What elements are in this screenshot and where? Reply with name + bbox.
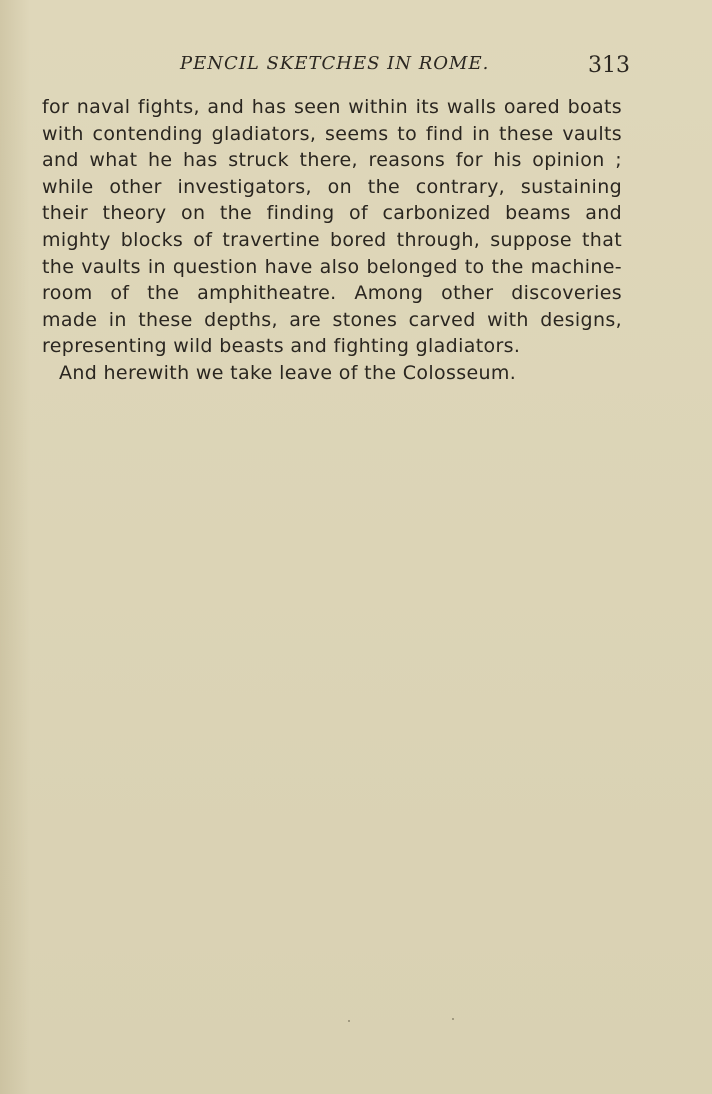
- text-line: while other investigators, on the contrary, sustaining: [42, 175, 622, 198]
- running-head: [0, 53, 712, 83]
- text-line: mighty blocks of travertine bored through, suppose that: [42, 228, 622, 251]
- text-line: made in these depths, are stones carved with designs,: [42, 308, 622, 331]
- body-text: [42, 94, 622, 387]
- paper-speck: [452, 1018, 454, 1020]
- paper-speck: [348, 1020, 350, 1022]
- text-line: for naval fights, and has seen within its walls oared boats: [42, 96, 622, 118]
- text-line-final: And herewith we take leave of the Colosseum.: [59, 361, 517, 384]
- text-line: representing wild beasts and fighting gladiators.: [42, 335, 521, 358]
- text-line: with contending gladiators, seems to find in these vaults: [42, 122, 622, 145]
- page-number: 313: [588, 53, 630, 78]
- text-line: and what he has struck there, reasons for his opinion ;: [42, 149, 622, 172]
- text-line: room of the amphitheatre. Among other discoveries: [42, 282, 622, 305]
- text-line: their theory on the finding of carbonized beams and: [42, 202, 622, 225]
- text-line: the vaults in question have also belonged to the machine-: [42, 255, 622, 278]
- running-title: PENCIL SKETCHES IN ROME.: [180, 53, 490, 74]
